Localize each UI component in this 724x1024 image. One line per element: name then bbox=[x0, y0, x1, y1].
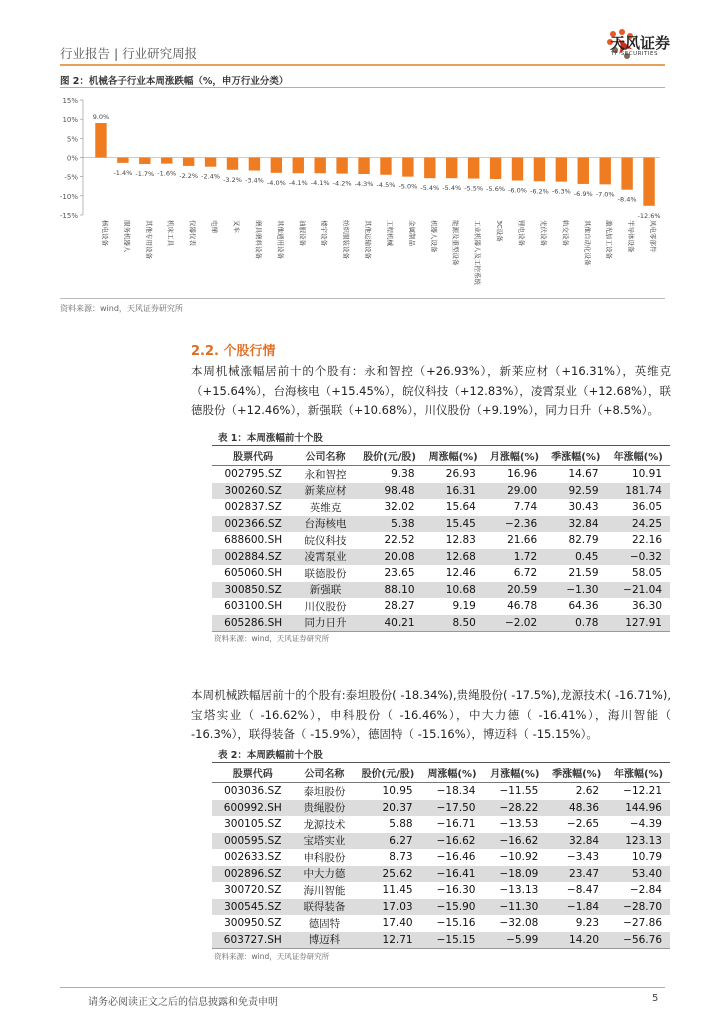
brand-name: 天风证券 bbox=[610, 34, 671, 52]
table-cell: 300950.SZ bbox=[224, 917, 282, 930]
column-header: 股价(元/股) bbox=[357, 446, 423, 466]
table-cell: −28.70 bbox=[607, 899, 670, 916]
table-cell: 46.78 bbox=[507, 600, 538, 613]
figure-source: 资料来源：wind，天风证券研究所 bbox=[60, 304, 183, 313]
table-row bbox=[212, 866, 670, 883]
table-cell: 21.59 bbox=[568, 567, 599, 580]
table-cell: 605286.SH bbox=[212, 615, 294, 632]
table-cell: −16.71 bbox=[436, 818, 476, 831]
table-cell: −18.09 bbox=[483, 866, 546, 883]
table-cell: 15.64 bbox=[445, 501, 476, 514]
table-row bbox=[212, 915, 670, 932]
data-label: -5.5% bbox=[464, 184, 484, 193]
header-divider bbox=[60, 64, 665, 66]
table-cell: 002884.SZ bbox=[212, 549, 294, 566]
table-cell: 0.78 bbox=[545, 615, 606, 632]
table-row bbox=[212, 849, 670, 866]
bar bbox=[117, 158, 128, 163]
data-label: -6.2% bbox=[529, 187, 549, 196]
data-label: -5.6% bbox=[486, 184, 506, 193]
data-label: -6.3% bbox=[551, 187, 571, 196]
table-cell: 17.40 bbox=[382, 917, 413, 930]
table-cell: 300260.SZ bbox=[212, 483, 294, 500]
table-cell: −15.90 bbox=[421, 899, 484, 916]
table-cell: 002366.SZ bbox=[212, 516, 294, 533]
table-cell: 海川智能 bbox=[303, 884, 346, 897]
column-header: 月涨幅(%) bbox=[483, 763, 546, 783]
table-cell: 20.08 bbox=[357, 549, 423, 566]
data-label: -4.1% bbox=[288, 179, 308, 188]
table-cell: 皖仪科技 bbox=[304, 534, 347, 547]
table-cell: 82.79 bbox=[568, 534, 599, 547]
table-cell: −17.50 bbox=[421, 800, 484, 817]
table-cell: −4.39 bbox=[629, 818, 662, 831]
table-cell: 16.96 bbox=[507, 468, 538, 481]
table-cell: 12.46 bbox=[445, 567, 476, 580]
table-row bbox=[212, 783, 670, 800]
paragraph-top-losers: 本周机械跌幅居前十的个股有:泰坦股份( -18.34%),贵绳股份( -17.5%),龙源技术( -16.71%),宝塔实业（ -16.62%），申科股份（ -16.46%），中大力德（ -16.41%），海川智能（ -16.3%），联得装备（ -15.9%），德固特（ -15.16%），博迈科（ -15.15%）。 bbox=[191, 688, 671, 741]
table-cell: 20.37 bbox=[355, 800, 420, 817]
column-header: 月涨幅(%) bbox=[484, 446, 545, 466]
bar bbox=[271, 158, 282, 173]
table-cell: 11.45 bbox=[382, 884, 413, 897]
header-report-type: 行业报告 | 行业研究周报 bbox=[60, 46, 198, 61]
bar bbox=[621, 158, 632, 190]
category-label: 油服设备 bbox=[298, 220, 307, 246]
table-cell: 同力日升 bbox=[294, 615, 356, 632]
table-cell: 002896.SZ bbox=[212, 866, 294, 883]
table-cell: 21.66 bbox=[507, 534, 538, 547]
table-cell: 600992.SH bbox=[212, 800, 294, 817]
column-header: 季涨幅(%) bbox=[545, 446, 606, 466]
data-label: -2.2% bbox=[179, 171, 199, 180]
table-cell: −8.47 bbox=[566, 884, 600, 897]
bar bbox=[249, 158, 260, 171]
data-label: -6.0% bbox=[508, 186, 527, 195]
table-cell: 92.59 bbox=[545, 483, 606, 500]
bar bbox=[578, 158, 589, 184]
table-row bbox=[212, 932, 670, 949]
table-cell: −2.02 bbox=[484, 615, 545, 632]
table-cell: 22.52 bbox=[384, 534, 415, 547]
category-label: 其他自动化设备 bbox=[583, 220, 592, 266]
table-cell: −16.62 bbox=[483, 833, 546, 850]
bar bbox=[380, 158, 391, 175]
column-header: 年涨幅(%) bbox=[607, 446, 671, 466]
table-cell: −16.41 bbox=[421, 866, 484, 883]
column-header: 周涨幅(%) bbox=[423, 446, 484, 466]
category-label: 风电零部件 bbox=[649, 220, 658, 253]
category-label: 轨交设备 bbox=[561, 220, 570, 246]
table-cell: 36.30 bbox=[631, 600, 662, 613]
table2-title: 表 2：本周跌幅前十个股 bbox=[218, 750, 323, 761]
table-cell: 泰坦股份 bbox=[303, 785, 346, 798]
bar bbox=[599, 158, 610, 185]
table-cell: 贵绳股份 bbox=[294, 800, 356, 817]
table-row bbox=[212, 598, 670, 615]
industry-return-bar-chart bbox=[60, 92, 665, 297]
category-label: 能源及重型设备 bbox=[451, 220, 460, 266]
table1-source: 资料来源：wind，天风证券研究所 bbox=[214, 634, 330, 643]
table-cell: 5.88 bbox=[389, 818, 413, 831]
bar bbox=[314, 158, 325, 174]
category-label: 磨具磨料设备 bbox=[254, 220, 263, 259]
table-cell: −5.99 bbox=[483, 932, 546, 949]
table-cell: −11.30 bbox=[483, 899, 546, 916]
table-cell: 53.40 bbox=[607, 866, 670, 883]
category-label: 半导体设备 bbox=[627, 220, 636, 253]
data-label: -8.4% bbox=[617, 195, 637, 204]
category-label: 3C设备 bbox=[495, 220, 504, 242]
table-cell: −28.22 bbox=[483, 800, 546, 817]
table-cell: 002795.SZ bbox=[224, 468, 282, 481]
top-losers-table bbox=[212, 762, 670, 949]
table-cell: 8.50 bbox=[423, 615, 484, 632]
table-header-row bbox=[212, 763, 670, 783]
table-row bbox=[212, 516, 670, 533]
table-cell: 12.83 bbox=[445, 534, 476, 547]
table-cell: 30.43 bbox=[568, 501, 599, 514]
category-label: 工业机器人及工控系统 bbox=[473, 220, 482, 285]
bar bbox=[534, 158, 545, 182]
table-cell: 29.00 bbox=[484, 483, 545, 500]
table-cell: 9.38 bbox=[391, 468, 415, 481]
table-row bbox=[212, 565, 670, 582]
table-row bbox=[212, 882, 670, 899]
table-cell: 新强联 bbox=[294, 582, 356, 599]
data-label: -1.7% bbox=[135, 170, 155, 179]
category-label: 纺织服装设备 bbox=[342, 220, 351, 259]
table-cell: −27.86 bbox=[623, 917, 662, 930]
table-cell: 凌霄泵业 bbox=[294, 549, 356, 566]
bar bbox=[402, 158, 413, 177]
table-cell: 8.73 bbox=[389, 851, 413, 864]
table-cell: 22.16 bbox=[631, 534, 662, 547]
data-label: -1.6% bbox=[157, 169, 177, 178]
table-cell: 603727.SH bbox=[212, 932, 294, 949]
table-cell: 98.48 bbox=[357, 483, 423, 500]
table-header-row bbox=[212, 446, 670, 466]
category-label: 激光加工设备 bbox=[605, 220, 614, 259]
table-cell: −15.16 bbox=[436, 917, 476, 930]
category-label: 光伏设备 bbox=[539, 220, 548, 246]
bar bbox=[183, 158, 194, 166]
category-label: 工程机械 bbox=[385, 220, 394, 246]
column-header: 公司名称 bbox=[294, 446, 356, 466]
table-cell: 26.93 bbox=[445, 468, 476, 481]
table-cell: 127.91 bbox=[607, 615, 671, 632]
category-label: 核电设备 bbox=[100, 220, 109, 246]
data-label: -4.3% bbox=[354, 179, 374, 188]
y-tick-label: -15% bbox=[60, 212, 78, 220]
column-header: 公司名称 bbox=[294, 763, 356, 783]
category-label: 机器人设备 bbox=[429, 220, 438, 253]
table-cell: 40.21 bbox=[357, 615, 423, 632]
table-cell: 88.10 bbox=[357, 582, 423, 599]
y-tick-label: 0% bbox=[66, 154, 78, 163]
category-label: 机床工具 bbox=[166, 220, 175, 246]
table-cell: 14.20 bbox=[546, 932, 607, 949]
table-cell: 32.84 bbox=[546, 833, 607, 850]
table-cell: 10.68 bbox=[423, 582, 484, 599]
footer-divider bbox=[60, 987, 665, 988]
table-row bbox=[212, 499, 670, 516]
table-row bbox=[212, 899, 670, 916]
paragraph-top-gainers: 本周机械涨幅居前十的个股有：永和智控（+26.93%），新莱应材（+16.31%），英维克（+15.64%），台海核电（+15.45%），皖仪科技（+12.83%），凌霄泵业（+12.68%），联德股份（+12.46%），新强联（+10.68%），川仪股份（+9.19%），同力日升（+8.5%）。 bbox=[191, 364, 671, 417]
bar bbox=[358, 158, 369, 174]
table-cell: 123.13 bbox=[607, 833, 670, 850]
table-cell: −11.55 bbox=[499, 785, 539, 798]
table-cell: −2.84 bbox=[629, 884, 662, 897]
table-cell: 5.38 bbox=[357, 516, 423, 533]
table-cell: 新莱应材 bbox=[294, 483, 356, 500]
table-cell: 20.59 bbox=[484, 582, 545, 599]
table-cell: −16.30 bbox=[436, 884, 476, 897]
table-cell: 9.23 bbox=[575, 917, 600, 930]
bar bbox=[490, 158, 501, 179]
table-cell: −3.43 bbox=[566, 851, 600, 864]
data-label: -6.9% bbox=[573, 189, 593, 198]
table-cell: 36.05 bbox=[631, 501, 662, 514]
category-label: 仪器仪表 bbox=[188, 220, 197, 246]
data-label: -1.4% bbox=[113, 168, 133, 177]
table-cell: 博迈科 bbox=[294, 932, 356, 949]
figure-title: 图 2：机械各子行业本周涨跌幅（%，申万行业分类） bbox=[60, 76, 289, 87]
data-label: -3.2% bbox=[223, 175, 242, 184]
table-cell: −2.65 bbox=[566, 818, 600, 831]
table-cell: 12.71 bbox=[355, 932, 420, 949]
y-tick-label: -10% bbox=[60, 192, 78, 201]
table-cell: 58.05 bbox=[631, 567, 662, 580]
data-label: -4.2% bbox=[332, 179, 352, 188]
table-cell: 7.74 bbox=[513, 501, 538, 514]
table-cell: 6.27 bbox=[355, 833, 420, 850]
data-label: -5.4% bbox=[442, 184, 462, 193]
bar bbox=[205, 158, 216, 167]
category-label: 其他通用设备 bbox=[276, 220, 285, 259]
table-cell: −32.08 bbox=[499, 917, 539, 930]
table-cell: 12.68 bbox=[423, 549, 484, 566]
table-cell: −21.04 bbox=[607, 582, 671, 599]
table-cell: −16.46 bbox=[436, 851, 476, 864]
figure-title-rule bbox=[60, 87, 665, 88]
table-cell: 300105.SZ bbox=[224, 818, 282, 831]
table-cell: 永和智控 bbox=[304, 468, 347, 481]
table-cell: 300720.SZ bbox=[224, 884, 282, 897]
table-cell: 688600.SH bbox=[224, 534, 283, 547]
bar bbox=[95, 123, 106, 158]
column-header: 股价(元/股) bbox=[355, 763, 420, 783]
table-cell: −13.53 bbox=[499, 818, 539, 831]
table-cell: −1.30 bbox=[545, 582, 606, 599]
table-cell: −1.84 bbox=[546, 899, 607, 916]
table-row bbox=[212, 466, 670, 483]
footer-disclaimer: 请务必阅读正文之后的信息披露和免责申明 bbox=[88, 997, 278, 1008]
table-cell: 川仪股份 bbox=[304, 600, 347, 613]
data-label: -4.0% bbox=[266, 178, 286, 187]
table-cell: 002633.SZ bbox=[224, 851, 282, 864]
table-cell: −10.92 bbox=[499, 851, 539, 864]
table-row bbox=[212, 800, 670, 817]
data-label: -7.0% bbox=[595, 190, 615, 199]
data-label: -3.4% bbox=[244, 176, 264, 185]
y-tick-label: 5% bbox=[66, 135, 78, 144]
page-number: 5 bbox=[652, 993, 659, 1004]
table-cell: 003036.SZ bbox=[224, 785, 282, 798]
column-header: 股票代码 bbox=[212, 446, 294, 466]
table-cell: 英维克 bbox=[309, 501, 342, 514]
category-label: 其他专用设备 bbox=[144, 220, 153, 259]
category-label: 金属制品 bbox=[407, 220, 416, 246]
table-cell: 2.62 bbox=[575, 785, 600, 798]
bar bbox=[336, 158, 347, 174]
bar bbox=[139, 158, 150, 165]
bar bbox=[468, 158, 479, 179]
table-row bbox=[212, 615, 670, 632]
column-header: 股票代码 bbox=[212, 763, 294, 783]
table-cell: 144.96 bbox=[607, 800, 670, 817]
table-cell: −0.32 bbox=[607, 549, 671, 566]
bar bbox=[556, 158, 567, 182]
category-label: 楼宇设备 bbox=[320, 220, 329, 246]
table-row bbox=[212, 549, 670, 566]
table-cell: 24.25 bbox=[607, 516, 671, 533]
table-cell: 1.72 bbox=[484, 549, 545, 566]
table-cell: 6.72 bbox=[513, 567, 538, 580]
figure-bottom-rule bbox=[60, 298, 665, 299]
bar bbox=[227, 158, 238, 170]
table-row bbox=[212, 833, 670, 850]
table-cell: 181.74 bbox=[607, 483, 671, 500]
table-cell: 000595.SZ bbox=[212, 833, 294, 850]
category-label: 电梯 bbox=[210, 220, 219, 233]
data-label: -5.0% bbox=[398, 182, 418, 191]
bar bbox=[161, 158, 172, 164]
table-cell: 300545.SZ bbox=[212, 899, 294, 916]
column-header: 年涨幅(%) bbox=[607, 763, 670, 783]
category-label: 其他运输设备 bbox=[364, 220, 373, 259]
table-cell: 德固特 bbox=[308, 917, 341, 930]
table-cell: −56.76 bbox=[607, 932, 670, 949]
table-cell: 龙源技术 bbox=[303, 818, 346, 831]
table-cell: 台海核电 bbox=[294, 516, 356, 533]
table-cell: 25.62 bbox=[355, 866, 420, 883]
table-cell: 宝塔实业 bbox=[294, 833, 356, 850]
table-cell: −16.62 bbox=[421, 833, 484, 850]
bar bbox=[293, 158, 304, 174]
top-gainers-table bbox=[212, 445, 670, 632]
table-cell: 14.67 bbox=[568, 468, 599, 481]
table-cell: 10.91 bbox=[631, 468, 662, 481]
table2-source: 资料来源：wind，天风证券研究所 bbox=[214, 952, 330, 961]
table-cell: 28.27 bbox=[384, 600, 415, 613]
table-cell: 48.36 bbox=[546, 800, 607, 817]
category-label: 服务机器人 bbox=[122, 220, 131, 253]
table-cell: 联得装备 bbox=[294, 899, 356, 916]
data-label: -2.4% bbox=[201, 172, 221, 181]
y-tick-label: 10% bbox=[62, 116, 78, 125]
brand-name-en: TF SECURITIES bbox=[611, 51, 658, 57]
data-label: -12.6% bbox=[637, 211, 661, 220]
table-cell: −13.13 bbox=[499, 884, 539, 897]
bar bbox=[512, 158, 523, 181]
bar bbox=[424, 158, 435, 179]
table-cell: 0.45 bbox=[545, 549, 606, 566]
table-cell: 10.79 bbox=[631, 851, 662, 864]
table-cell: −18.34 bbox=[436, 785, 476, 798]
data-label: 9.0% bbox=[92, 113, 110, 121]
table-cell: 17.03 bbox=[355, 899, 420, 916]
table-cell: 300850.SZ bbox=[212, 582, 294, 599]
column-header: 季涨幅(%) bbox=[546, 763, 607, 783]
table-row bbox=[212, 582, 670, 599]
table1-title: 表 1：本周涨幅前十个股 bbox=[218, 433, 323, 444]
table-cell: 中大力德 bbox=[294, 866, 356, 883]
bar bbox=[446, 158, 457, 179]
table-row bbox=[212, 816, 670, 833]
table-cell: 10.95 bbox=[382, 785, 413, 798]
table-cell: 32.84 bbox=[545, 516, 606, 533]
table-cell: −12.21 bbox=[623, 785, 662, 798]
table-cell: 16.31 bbox=[423, 483, 484, 500]
table-cell: 64.36 bbox=[568, 600, 599, 613]
category-label: 锂电设备 bbox=[517, 220, 526, 246]
table-cell: −15.15 bbox=[421, 932, 484, 949]
table-row bbox=[212, 532, 670, 549]
section-title: 2.2. 个股行情 bbox=[191, 344, 276, 359]
bar bbox=[643, 158, 654, 206]
table-cell: 9.19 bbox=[452, 600, 476, 613]
y-tick-label: -5% bbox=[64, 173, 78, 182]
column-header: 周涨幅(%) bbox=[421, 763, 484, 783]
table-cell: 603100.SH bbox=[224, 600, 283, 613]
y-tick-label: 15% bbox=[62, 97, 78, 105]
table-cell: −2.36 bbox=[484, 516, 545, 533]
data-label: -4.1% bbox=[310, 179, 330, 188]
table-row bbox=[212, 483, 670, 500]
table-cell: 32.02 bbox=[384, 501, 415, 514]
table-cell: 23.47 bbox=[546, 866, 607, 883]
table-cell: 联德股份 bbox=[304, 567, 347, 580]
table-cell: 15.45 bbox=[423, 516, 484, 533]
data-label: -4.5% bbox=[376, 180, 396, 189]
table-cell: 605060.SH bbox=[224, 567, 283, 580]
category-label: 叉车 bbox=[232, 220, 241, 233]
table-cell: 002837.SZ bbox=[224, 501, 282, 514]
table-cell: 23.65 bbox=[384, 567, 415, 580]
table-cell: 申科股份 bbox=[303, 851, 346, 864]
data-label: -5.4% bbox=[420, 184, 440, 193]
